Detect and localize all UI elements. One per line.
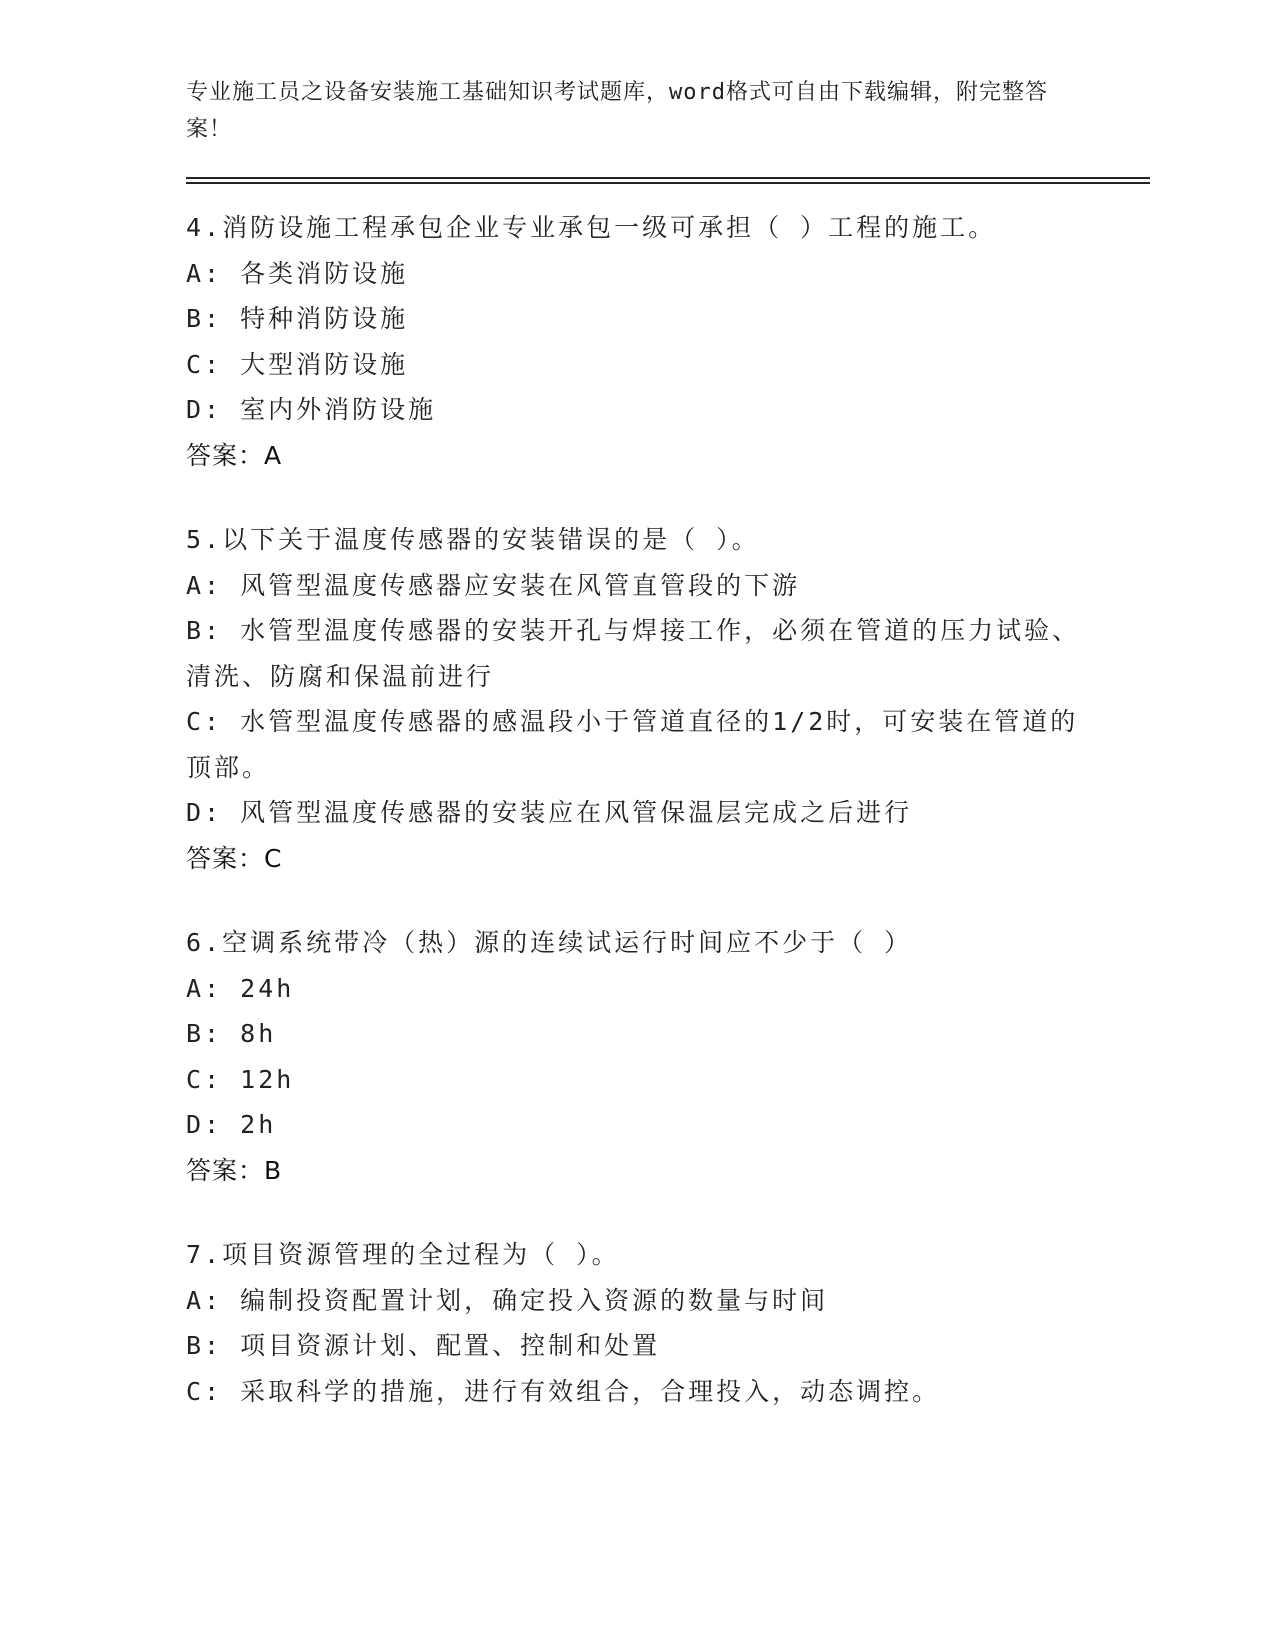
question-6: [186, 920, 1086, 1193]
option-b: B: 8h: [186, 1019, 277, 1048]
option-d: D: 室内外消防设施: [186, 395, 437, 424]
question-stem: 4.消防设施工程承包企业专业承包一级可承担（ ）工程的施工。: [186, 213, 997, 242]
question-7: [186, 1232, 1086, 1414]
option-a: A: 各类消防设施: [186, 258, 409, 288]
option-b: B: 水管型温度传感器的安装开孔与焊接工作，必须在管道的压力试验、清洗、防腐和保温前进行: [186, 616, 1081, 691]
question-4: [186, 205, 1086, 478]
question-5: [186, 517, 1086, 881]
answer: 答案：C: [186, 843, 283, 873]
answer: 答案：B: [186, 1155, 283, 1185]
question-stem: 6.空调系统带冷（热）源的连续试运行时间应不少于（ ）: [186, 928, 913, 957]
option-c: C: 采取科学的措施，进行有效组合，合理投入，动态调控。: [186, 1376, 941, 1406]
answer: 答案：A: [186, 440, 283, 470]
question-list: [186, 205, 1086, 1453]
question-stem: 5.以下关于温度传感器的安装错误的是（ ）。: [186, 525, 760, 554]
header-divider-top: [186, 177, 1150, 179]
option-b: B: 特种消防设施: [186, 304, 409, 333]
option-c: C: 12h: [186, 1064, 295, 1094]
option-a: A: 风管型温度传感器应安装在风管直管段的下游: [186, 570, 801, 600]
option-a: A: 编制投资配置计划，确定投入资源的数量与时间: [186, 1285, 829, 1315]
option-d: D: 2h: [186, 1110, 277, 1139]
option-b: B: 项目资源计划、配置、控制和处置: [186, 1331, 661, 1360]
header-divider-bottom: [186, 182, 1150, 184]
option-c: C: 大型消防设施: [186, 349, 409, 379]
option-a: A: 24h: [186, 973, 295, 1003]
option-c: C: 水管型温度传感器的感温段小于管道直径的1/2时，可安装在管道的顶部。: [186, 707, 1079, 782]
question-stem: 7.项目资源管理的全过程为（ ）。: [186, 1240, 620, 1269]
option-d: D: 风管型温度传感器的安装应在风管保温层完成之后进行: [186, 798, 913, 827]
document-header: 专业施工员之设备安装施工基础知识考试题库，word格式可自由下载编辑，附完整答案！: [186, 80, 1048, 142]
